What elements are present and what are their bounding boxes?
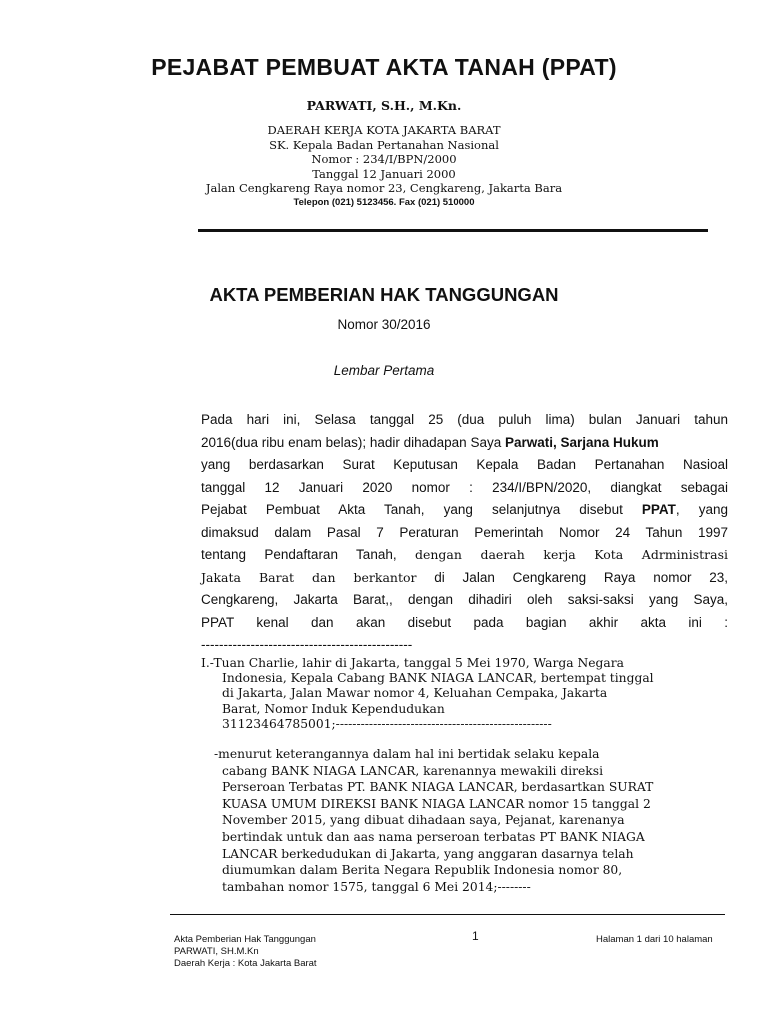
decree: SK. Kepala Badan Pertanahan Nasional <box>269 137 499 152</box>
footer-area: Daerah Kerja : Kota Jakarta Barat <box>174 958 317 969</box>
notary-name: Parwati, Sarjana Hukum <box>504 434 659 450</box>
clause-line: November 2015, yang dibuat dihadaan saya, Pejanat, karenanya <box>222 813 625 828</box>
opening-text: Pejabat Pembuat Akta Tanah, yang selanjutnya disebut <box>201 502 642 517</box>
party-line: 31123464785001;---------------------------------------------------- <box>222 716 552 731</box>
opening-line <box>201 432 728 455</box>
clause-line: Perseroan Terbatas PT. BANK NIAGA LANCAR, berdasartkan SURAT <box>222 780 654 795</box>
page-count: Halaman 1 dari 10 halaman <box>596 934 713 945</box>
party-paragraph <box>201 656 741 732</box>
opening-line: yang berdasarkan Surat Keputusan Kepala Badan Pertanahan Nasioal <box>201 457 728 472</box>
footer-left <box>174 934 317 970</box>
opening-text: , yang <box>675 502 728 517</box>
opening-line: dimaksud dalam Pasal 7 Peraturan Pemerintah Nomor 24 Tahun 1997 <box>201 524 728 540</box>
clause-line: KUASA UMUM DIREKSI BANK NIAGA LANCAR nomor 15 tanggal 2 <box>222 796 651 811</box>
opening-line: tanggal 12 Januari 2020 nomor : 234/I/BPN/2020, diangkat sebagai <box>201 479 728 495</box>
sheet-label: Lembar Pertama <box>333 363 435 378</box>
official-name: PARWATI, S.H., M.Kn. <box>306 98 462 113</box>
footer-doc-title: Akta Pemberian Hak Tanggungan <box>174 934 316 945</box>
party-line: Barat, Nomor Induk Kependudukan <box>222 701 445 716</box>
opening-text: Jakata Barat dan berkantor <box>201 569 417 585</box>
contact-info: Telepon (021) 5123456. Fax (021) 510000 <box>293 196 475 208</box>
opening-text: 2016(dua ribu enam belas); hadir dihadapan Saya <box>201 434 505 450</box>
opening-line <box>201 567 728 590</box>
opening-line: Pada hari ini, Selasa tanggal 25 (dua puluh lima) bulan Januari tahun <box>201 412 728 427</box>
deed-title: AKTA PEMBERIAN HAK TANGGUNGAN <box>209 284 559 305</box>
opening-paragraph <box>201 409 728 657</box>
opening-line: PPAT kenal dan akan disebut pada bagian akhir akta ini : <box>201 614 728 630</box>
decree-date: Tanggal 12 Januari 2000 <box>312 166 456 181</box>
ppat-abbrev: PPAT <box>641 502 676 517</box>
work-area: DAERAH KERJA KOTA JAKARTA BARAT <box>267 123 501 137</box>
clause-line: LANCAR berkedudukan di Jakarta, yang anggaran dasarnya telah <box>222 846 634 861</box>
page-title: PEJABAT PEMBUAT AKTA TANAH (PPAT) <box>151 54 617 80</box>
party-clause <box>214 746 728 895</box>
clause-line: -menurut keterangannya dalam hal ini bertidak selaku kepala <box>214 747 600 761</box>
opening-text: di Jalan Cengkareng Raya nomor 23, <box>416 569 728 585</box>
official-info <box>0 123 768 210</box>
clause-line: cabang BANK NIAGA LANCAR, karenannya mewakili direksi <box>222 763 603 778</box>
party-line: di Jakarta, Jalan Mawar nomor 4, Keluahan Cempaka, Jakarta <box>222 686 608 701</box>
footer-official: PARWATI, SH.M.Kn <box>174 946 259 957</box>
decree-number: Nomor : 234/I/BPN/2000 <box>311 152 457 166</box>
header-divider <box>198 229 708 232</box>
office-address: Jalan Cengkareng Raya nomor 23, Cengkareng, Jakarta Bara <box>205 181 563 195</box>
page-number: 1 <box>472 929 479 943</box>
opening-text: dengan daerah kerja Kota Adrministrasi <box>414 547 728 562</box>
footer-divider <box>170 914 725 915</box>
opening-line: Cengkareng, Jakarta Barat,, dengan dihadiri oleh saksi-saksi yang Saya, <box>201 592 728 607</box>
clause-line: diumumkan dalam Berita Negara Republik Indonesia nomor 80, <box>222 863 623 878</box>
opening-text: tentang Pendaftaran Tanah, <box>201 547 415 562</box>
deed-number: Nomor 30/2016 <box>337 317 431 332</box>
clause-line: bertindak untuk dan aas nama perseroan terbatas PT BANK NIAGA <box>222 829 645 844</box>
party-line: I.-Tuan Charlie, lahir di Jakarta, tanggal 5 Mei 1970, Warga Negara <box>201 656 624 670</box>
dash-line: ----------------------------------------------- <box>201 637 413 652</box>
clause-line: tambahan nomor 1575, tanggal 6 Mei 2014;-------- <box>222 879 531 894</box>
opening-line <box>201 544 728 567</box>
opening-line <box>201 499 728 522</box>
party-line: Indonesia, Kepala Cabang BANK NIAGA LANCAR, bertempat tinggal <box>222 671 654 686</box>
